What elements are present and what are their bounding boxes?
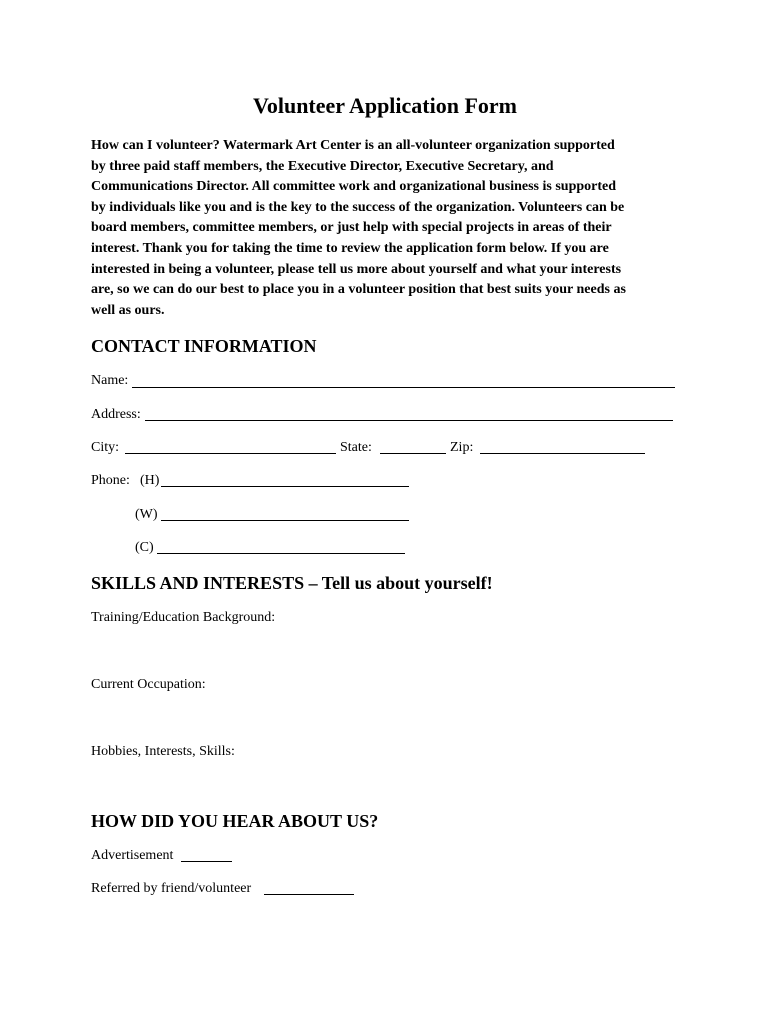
skills-heading: SKILLS AND INTERESTS – Tell us about yourself! — [91, 573, 493, 593]
work-phone-label: (W) — [135, 507, 158, 522]
intro-line: by individuals like you and is the key to the success of the organization. Volunteers can be — [91, 199, 625, 215]
intro-line: by three paid staff members, the Executive Director, Executive Secretary, and — [91, 158, 554, 174]
intro-paragraph — [91, 136, 691, 321]
intro-line: board members, committee members, or just help with special projects in areas of their — [91, 220, 612, 236]
form-title: Volunteer Application Form — [252, 93, 517, 118]
address-label: Address: — [91, 407, 141, 422]
intro-line: How can I volunteer? Watermark Art Center is an all-volunteer organization supported — [91, 138, 615, 153]
contact-heading: CONTACT INFORMATION — [91, 336, 317, 356]
zip-label: Zip: — [450, 440, 474, 455]
hobbies-label: Hobbies, Interests, Skills: — [91, 744, 235, 759]
intro-line: Communications Director. All committee work and organizational business is supported — [91, 179, 617, 195]
referred-label: Referred by friend/volunteer — [91, 881, 252, 896]
city-label: City: — [91, 440, 120, 455]
intro-line: well as ours. — [91, 302, 165, 318]
work-phone-field[interactable] — [161, 520, 409, 521]
intro-line: are, so we can do our best to place you in a volunteer position that best suits your needs as — [91, 282, 626, 298]
training-label: Training/Education Background: — [91, 610, 276, 625]
hear-heading: HOW DID YOU HEAR ABOUT US? — [91, 811, 379, 831]
state-label: State: — [340, 440, 372, 455]
phone-label: Phone: — [91, 473, 130, 488]
home-phone-field[interactable] — [161, 486, 409, 487]
intro-line: interested in being a volunteer, please tell us more about yourself and what your interests — [91, 261, 622, 277]
name-label: Name: — [91, 373, 129, 388]
intro-line: interest. Thank you for taking the time to review the application form below. If you are — [91, 240, 609, 256]
occupation-label: Current Occupation: — [91, 677, 206, 692]
advertisement-field[interactable] — [181, 861, 232, 862]
advertisement-label: Advertisement — [91, 848, 174, 863]
cell-phone-label: (C) — [135, 540, 154, 555]
name-field[interactable] — [132, 387, 675, 388]
zip-field[interactable] — [480, 453, 645, 454]
cell-phone-field[interactable] — [157, 553, 405, 554]
state-field[interactable] — [380, 453, 446, 454]
referred-field[interactable] — [264, 894, 354, 895]
city-field[interactable] — [125, 453, 336, 454]
address-field[interactable] — [145, 420, 673, 421]
home-phone-label: (H) — [140, 473, 160, 488]
